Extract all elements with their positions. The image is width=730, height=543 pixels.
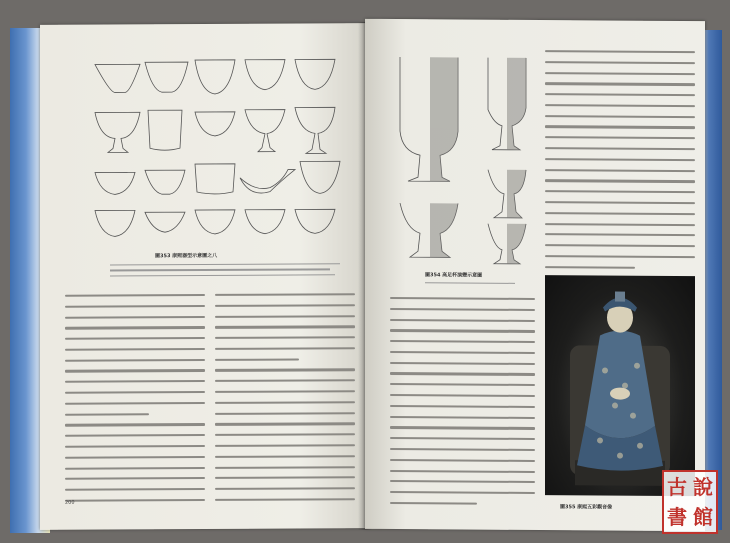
text-column-right [215,293,355,509]
figure-caption: 圖354 高足杯演變示意圖 [425,272,483,279]
guanyin-figure-photo [545,275,695,496]
seal-char: 書 [667,505,687,529]
seal-char: 古 [667,475,687,499]
seal-char: 館 [693,505,713,529]
red-seal-stamp [662,470,718,534]
photo-caption: 圖355 康熙五彩觀音像 [560,504,613,511]
left-page [40,23,365,530]
stem-cup-diagram [390,51,540,267]
text-column-top-right [545,50,695,277]
text-column-bottom-left [390,297,535,514]
guanyin-figure-illustration [545,275,695,496]
seal-char: 說 [693,475,713,499]
page-number: 200 [65,499,75,506]
text-column-left [65,294,205,510]
figure-notes [110,261,340,276]
right-page [365,19,705,531]
figure-notes [425,280,515,284]
vessel-shape-diagram [90,51,350,242]
figure-caption: 圖353 康熙器型示意圖之八 [155,252,218,260]
